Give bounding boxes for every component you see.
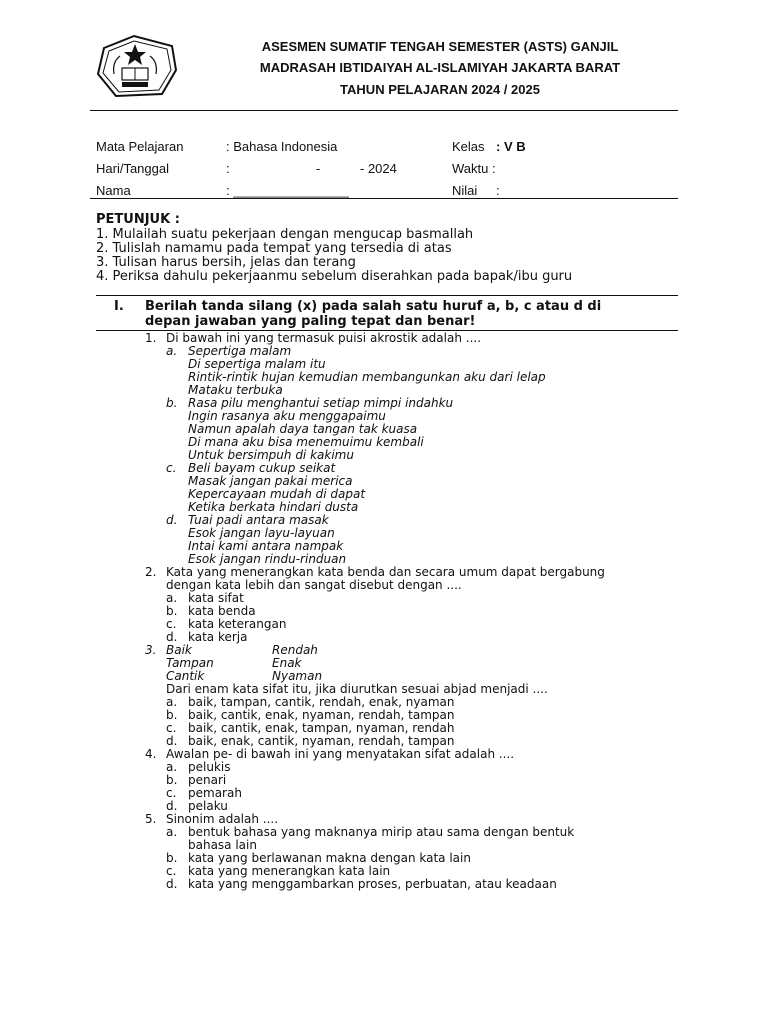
mapel-value: : Bahasa Indonesia <box>226 139 338 154</box>
q1-option-c-line: Masak jangan pakai merica <box>188 474 353 488</box>
q5-option-letter[interactable]: d. <box>166 877 178 891</box>
q3-option-letter[interactable]: d. <box>166 734 178 748</box>
q1-option-b-line: Di mana aku bisa menemuimu kembali <box>188 435 424 449</box>
q3-option-text: baik, cantik, enak, tampan, nyaman, rendah <box>188 721 455 735</box>
q3-word: Baik <box>166 643 192 657</box>
hari-year: - 2024 <box>360 161 397 176</box>
q4-option-text: pelaku <box>188 799 228 813</box>
q1-option-b-letter[interactable]: b. <box>166 396 178 410</box>
q4-option-letter[interactable]: d. <box>166 799 178 813</box>
q1-text: Di bawah ini yang termasuk puisi akrostik adalah .... <box>166 331 482 345</box>
q3-word: Enak <box>272 656 302 670</box>
q5-number: 5. <box>145 812 157 826</box>
q3-word: Tampan <box>166 656 214 670</box>
q1-option-d-line: Esok jangan layu-layuan <box>188 526 335 540</box>
header-year: TAHUN PELAJARAN 2024 / 2025 <box>340 82 540 97</box>
q1-option-a-line: Rintik-rintik hujan kemudian membangunkan aku dari lelap <box>188 370 546 384</box>
q3-option-letter[interactable]: b. <box>166 708 178 722</box>
q4-option-text: pelukis <box>188 760 231 774</box>
q5-option-text: kata yang berlawanan makna dengan kata lain <box>188 851 471 865</box>
q2-option-letter[interactable]: c. <box>166 617 177 631</box>
section-instruction-line: depan jawaban yang paling tepat dan benar! <box>145 314 476 329</box>
q2-option-letter[interactable]: b. <box>166 604 178 618</box>
q5-option-text: kata yang menggambarkan proses, perbuatan, atau keadaan <box>188 877 557 891</box>
petunjuk-item: 3. Tulisan harus bersih, jelas dan terang <box>96 255 356 270</box>
q1-option-d-line: Intai kami antara nampak <box>188 539 344 553</box>
q1-option-b-line: Ingin rasanya aku menggapaimu <box>188 409 386 423</box>
q1-option-b-line: Untuk bersimpuh di kakimu <box>188 448 354 462</box>
q5-option-text: kata yang menerangkan kata lain <box>188 864 391 878</box>
q2-option-text: kata keterangan <box>188 617 287 631</box>
petunjuk-title: PETUNJUK : <box>96 212 180 227</box>
hari-label: Hari/Tanggal <box>96 161 169 176</box>
q2-text-line: dengan kata lebih dan sangat disebut dengan .... <box>166 578 462 592</box>
q1-option-a-letter[interactable]: a. <box>166 344 178 358</box>
identity-divider <box>90 198 678 199</box>
q4-option-letter[interactable]: b. <box>166 773 178 787</box>
q5-option-text: bahasa lain <box>188 838 257 852</box>
q5-option-letter[interactable]: b. <box>166 851 178 865</box>
kemenag-logo-icon <box>94 34 180 100</box>
q5-option-text: bentuk bahasa yang maknanya mirip atau sama dengan bentuk <box>188 825 575 839</box>
petunjuk-item: 2. Tulislah namamu pada tempat yang tersedia di atas <box>96 241 452 256</box>
q1-option-d-line: Esok jangan rindu-rinduan <box>188 552 347 566</box>
q2-option-text: kata benda <box>188 604 256 618</box>
q3-word: Nyaman <box>272 669 323 683</box>
header-school: MADRASAH IBTIDAIYAH AL-ISLAMIYAH JAKARTA BARAT <box>259 60 621 75</box>
q3-option-text: baik, tampan, cantik, rendah, enak, nyaman <box>188 695 455 709</box>
q1-number: 1. <box>145 331 157 345</box>
q3-text: Dari enam kata sifat itu, jika diurutkan sesuai abjad menjadi .... <box>166 682 548 696</box>
petunjuk-item: 4. Periksa dahulu pekerjaanmu sebelum diserahkan pada bapak/ibu guru <box>96 269 573 284</box>
q2-number: 2. <box>145 565 157 579</box>
petunjuk-item: 1. Mulailah suatu pekerjaan dengan mengucap basmallah <box>96 227 474 242</box>
section-instruction-line: Berilah tanda silang (x) pada salah satu huruf a, b, c atau d di <box>145 299 602 314</box>
q1-option-a-line: Di sepertiga malam itu <box>188 357 326 371</box>
q2-option-letter[interactable]: d. <box>166 630 178 644</box>
nilai-value: : <box>496 183 500 198</box>
q1-option-c-line: Kepercayaan mudah di dapat <box>188 487 366 501</box>
q1-option-c-line: Ketika berkata hindari dusta <box>188 500 359 514</box>
q4-number: 4. <box>145 747 157 761</box>
q5-text: Sinonim adalah .... <box>166 812 279 826</box>
q1-option-a-line: Sepertiga malam <box>188 344 292 358</box>
header-title: ASESMEN SUMATIF TENGAH SEMESTER (ASTS) GANJIL <box>261 39 619 54</box>
q2-text-line: Kata yang menerangkan kata benda dan secara umum dapat bergabung <box>166 565 605 579</box>
nama-field: : ________________ <box>226 183 349 198</box>
q1-option-b-line: Namun apalah daya tangan tak kuasa <box>188 422 418 436</box>
header-divider <box>90 110 678 111</box>
q5-option-letter[interactable]: a. <box>166 825 178 839</box>
q3-option-letter[interactable]: c. <box>166 721 177 735</box>
section-instruction <box>145 299 675 329</box>
q1-option-c-letter[interactable]: c. <box>166 461 177 475</box>
q1-option-b-line: Rasa pilu menghantui setiap mimpi indahku <box>188 396 454 410</box>
kelas-value: : V B <box>496 139 526 154</box>
hari-colon: : <box>226 161 230 176</box>
q3-option-text: baik, cantik, enak, nyaman, rendah, tampan <box>188 708 455 722</box>
waktu-label: Waktu : <box>452 161 496 176</box>
section-rule-top <box>96 295 678 296</box>
q3-word: Cantik <box>166 669 205 683</box>
q4-option-text: penari <box>188 773 227 787</box>
q1-option-c-line: Beli bayam cukup seikat <box>188 461 336 475</box>
q2-option-text: kata sifat <box>188 591 244 605</box>
q2-option-text: kata kerja <box>188 630 248 644</box>
nama-label: Nama <box>96 183 131 198</box>
q3-option-letter[interactable]: a. <box>166 695 178 709</box>
nilai-label: Nilai <box>452 183 478 198</box>
section-number: I. <box>114 299 124 314</box>
q4-text: Awalan pe- di bawah ini yang menyatakan sifat adalah .... <box>166 747 515 761</box>
q1-option-d-line: Tuai padi antara masak <box>188 513 329 527</box>
q4-option-letter[interactable]: a. <box>166 760 178 774</box>
q4-option-text: pemarah <box>188 786 242 800</box>
q1-option-a-line: Mataku terbuka <box>188 383 283 397</box>
q3-word: Rendah <box>272 643 318 657</box>
q2-option-letter[interactable]: a. <box>166 591 178 605</box>
q5-option-letter[interactable]: c. <box>166 864 177 878</box>
q1-option-d-letter[interactable]: d. <box>166 513 178 527</box>
hari-dash: - <box>316 161 321 176</box>
mapel-label: Mata Pelajaran <box>96 139 184 154</box>
q4-option-letter[interactable]: c. <box>166 786 177 800</box>
kelas-label: Kelas <box>452 139 485 154</box>
q3-number: 3. <box>145 643 157 657</box>
q3-option-text: baik, enak, cantik, nyaman, rendah, tampan <box>188 734 455 748</box>
